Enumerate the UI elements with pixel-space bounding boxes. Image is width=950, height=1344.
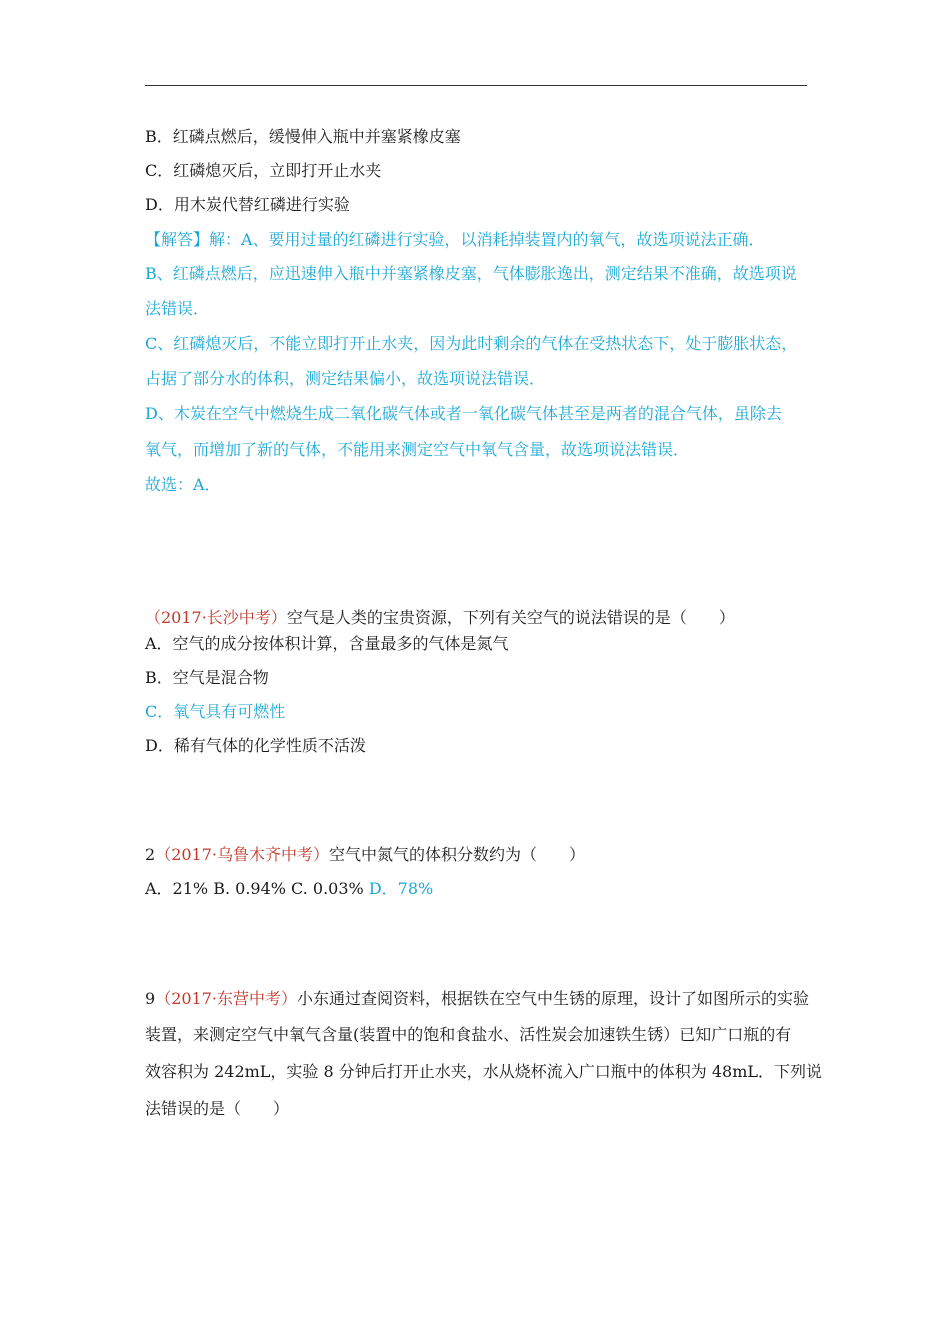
answer-line: C、红磷熄灭后，不能立即打开止水夹，因为此时剩余的气体在受热状态下，处于膨胀状态， [145,334,798,353]
question-text: 法错误的是（ ） [145,1099,290,1118]
answer-line: 【解答】解：A、要用过量的红磷进行实验，以消耗掉装置内的氧气，故选项说法正确． [145,230,765,249]
question-text: 小东通过查阅资料，根据铁在空气中生锈的原理，设计了如图所示的实验 [297,989,810,1008]
question-number: 2 [145,845,156,864]
question-text: 空气中氮气的体积分数约为（ ） [329,845,586,864]
option-d-correct: D．78% [363,879,434,898]
option-b: B．空气是混合物 [145,668,269,687]
question-text: 装置，来测定空气中氧气含量(装置中的饱和食盐水、活性炭会加速铁生锈）已知广口瓶的有 [145,1025,792,1044]
question-stem [145,608,735,628]
question-number: 9 [145,989,156,1008]
answer-line: 氧气，而增加了新的气体，不能用来测定空气中氧气含量，故选项说法错误． [145,440,690,459]
option-a: A．空气的成分按体积计算，含量最多的气体是氮气 [145,634,509,653]
option-b: B．红磷点燃后，缓慢伸入瓶中并塞紧橡皮塞 [145,127,461,146]
question-source: （2017·东营中考） [155,989,297,1008]
header-rule [145,85,807,86]
options-row [145,879,433,899]
question-text: 空气是人类的宝贵资源，下列有关空气的说法错误的是（ ） [286,608,735,627]
question-stem [145,989,809,1009]
question-source: （2017·乌鲁木齐中考） [155,845,329,864]
question-source: （2017·长沙中考） [145,608,287,627]
answer-line: 占据了部分水的体积，测定结果偏小，故选项说法错误． [145,369,546,388]
question-stem [145,845,585,865]
option-d: D．用木炭代替红磷进行实验 [145,195,350,214]
question-text: 效容积为 242mL，实验 8 分钟后打开止水夹，水从烧杯流入广口瓶中的体积为 48mL．下列说 [145,1062,823,1081]
answer-line: 故选：A． [145,475,221,494]
option-c: C．红磷熄灭后，立即打开止水夹 [145,161,382,180]
answer-line: D、木炭在空气中燃烧生成二氧化碳气体或者一氧化碳气体甚至是两者的混合气体，虽除去 [145,404,782,423]
options-abc: A．21% B. 0.94% C. 0.03% [145,879,364,898]
option-d: D．稀有气体的化学性质不活泼 [145,736,366,755]
answer-line: B、红磷点燃后，应迅速伸入瓶中并塞紧橡皮塞，气体膨胀逸出，测定结果不准确，故选项说 [145,264,797,283]
option-c-correct: C．氧气具有可燃性 [145,702,286,721]
answer-line: 法错误． [145,299,210,318]
